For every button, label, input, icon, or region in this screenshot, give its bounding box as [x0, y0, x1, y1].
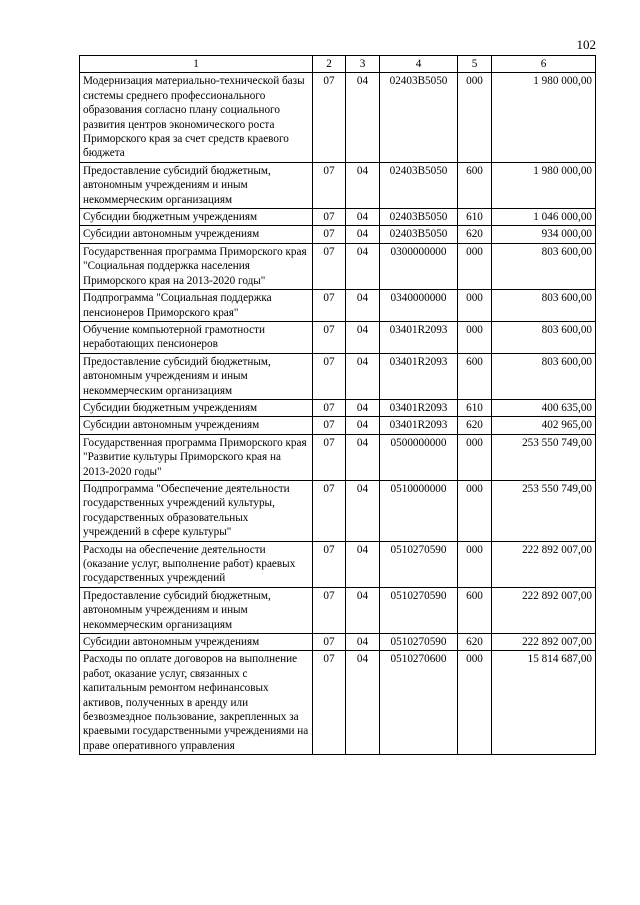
subsection-code-cell: 04	[346, 541, 380, 587]
table-header-row	[80, 56, 596, 73]
page-number: 102	[576, 37, 596, 52]
expense-type-code-cell: 600	[458, 587, 492, 633]
amount-cell: 934 000,00	[492, 226, 596, 243]
subsection-code-cell: 04	[346, 399, 380, 416]
table-row	[80, 353, 596, 399]
subsection-code-cell: 04	[346, 417, 380, 434]
table-row	[80, 290, 596, 322]
expense-name-cell: Расходы по оплате договоров на выполнение работ, оказание услуг, связанных с капитальным ремонтом нефинансовых активов, полученных в аренду или безвозмездное пользование, закрепленных за краевыми государственными учреждениями на праве оперативного управления	[80, 651, 313, 755]
expense-name-cell: Субсидии бюджетным учреждениям	[80, 399, 313, 416]
target-item-code-cell: 02403B5050	[380, 162, 458, 208]
subsection-code-cell: 04	[346, 290, 380, 322]
header-cell: 6	[492, 56, 596, 73]
section-code-cell: 07	[313, 162, 346, 208]
target-item-code-cell: 03401R2093	[380, 399, 458, 416]
amount-cell: 253 550 749,00	[492, 434, 596, 480]
expense-name-cell: Модернизация материально-технической базы системы среднего профессионального образования согласно плану социального развития центров экономического роста Приморского края за счет средств краевого бюджета	[80, 73, 313, 162]
amount-cell: 803 600,00	[492, 321, 596, 353]
section-code-cell: 07	[313, 587, 346, 633]
target-item-code-cell: 0510000000	[380, 480, 458, 541]
amount-cell: 253 550 749,00	[492, 480, 596, 541]
target-item-code-cell: 03401R2093	[380, 321, 458, 353]
subsection-code-cell: 04	[346, 162, 380, 208]
amount-cell: 222 892 007,00	[492, 587, 596, 633]
expense-name-cell: Государственная программа Приморского края "Социальная поддержка населения Приморского края на 2013-2020 годы"	[80, 243, 313, 289]
expense-type-code-cell: 000	[458, 73, 492, 162]
expense-type-code-cell: 000	[458, 541, 492, 587]
expense-name-cell: Подпрограмма "Социальная поддержка пенсионеров Приморского края"	[80, 290, 313, 322]
target-item-code-cell: 03401R2093	[380, 353, 458, 399]
expense-name-cell: Государственная программа Приморского края "Развитие культуры Приморского края на 2013-2020 годы"	[80, 434, 313, 480]
table-row	[80, 399, 596, 416]
section-code-cell: 07	[313, 290, 346, 322]
section-code-cell: 07	[313, 73, 346, 162]
expense-type-code-cell: 000	[458, 434, 492, 480]
expense-name-cell: Предоставление субсидий бюджетным, автономным учреждениям и иным некоммерческим организациям	[80, 162, 313, 208]
subsection-code-cell: 04	[346, 587, 380, 633]
subsection-code-cell: 04	[346, 226, 380, 243]
target-item-code-cell: 02403B5050	[380, 226, 458, 243]
amount-cell: 1 046 000,00	[492, 209, 596, 226]
section-code-cell: 07	[313, 321, 346, 353]
table-row	[80, 434, 596, 480]
table-row	[80, 243, 596, 289]
expense-name-cell: Подпрограмма "Обеспечение деятельности государственных учреждений культуры, государственных образовательных учреждений в сфере культуры"	[80, 480, 313, 541]
target-item-code-cell: 02403B5050	[380, 209, 458, 226]
amount-cell: 1 980 000,00	[492, 162, 596, 208]
table-row	[80, 541, 596, 587]
section-code-cell: 07	[313, 651, 346, 755]
table-row	[80, 321, 596, 353]
expense-type-code-cell: 000	[458, 480, 492, 541]
expense-type-code-cell: 620	[458, 634, 492, 651]
table-row	[80, 480, 596, 541]
subsection-code-cell: 04	[346, 651, 380, 755]
section-code-cell: 07	[313, 399, 346, 416]
table-body	[80, 73, 596, 755]
expense-type-code-cell: 000	[458, 290, 492, 322]
expense-name-cell: Расходы на обеспечение деятельности (оказание услуг, выполнение работ) краевых государственных учреждений	[80, 541, 313, 587]
section-code-cell: 07	[313, 417, 346, 434]
expense-name-cell: Предоставление субсидий бюджетным, автономным учреждениям и иным некоммерческим организациям	[80, 353, 313, 399]
table-row	[80, 226, 596, 243]
table-row	[80, 209, 596, 226]
expense-name-cell: Обучение компьютерной грамотности неработающих пенсионеров	[80, 321, 313, 353]
expense-type-code-cell: 600	[458, 353, 492, 399]
subsection-code-cell: 04	[346, 321, 380, 353]
expense-name-cell: Субсидии автономным учреждениям	[80, 417, 313, 434]
subsection-code-cell: 04	[346, 480, 380, 541]
table-row	[80, 417, 596, 434]
expense-name-cell: Субсидии автономным учреждениям	[80, 634, 313, 651]
amount-cell: 803 600,00	[492, 290, 596, 322]
header-cell: 3	[346, 56, 380, 73]
section-code-cell: 07	[313, 209, 346, 226]
expense-name-cell: Предоставление субсидий бюджетным, автономным учреждениям и иным некоммерческим организациям	[80, 587, 313, 633]
expense-name-cell: Субсидии бюджетным учреждениям	[80, 209, 313, 226]
target-item-code-cell: 02403B5050	[380, 73, 458, 162]
section-code-cell: 07	[313, 480, 346, 541]
target-item-code-cell: 0340000000	[380, 290, 458, 322]
table-row	[80, 587, 596, 633]
subsection-code-cell: 04	[346, 209, 380, 226]
amount-cell: 1 980 000,00	[492, 73, 596, 162]
expense-type-code-cell: 610	[458, 399, 492, 416]
amount-cell: 222 892 007,00	[492, 634, 596, 651]
header-cell: 5	[458, 56, 492, 73]
target-item-code-cell: 03401R2093	[380, 417, 458, 434]
subsection-code-cell: 04	[346, 434, 380, 480]
amount-cell: 402 965,00	[492, 417, 596, 434]
target-item-code-cell: 0510270590	[380, 541, 458, 587]
target-item-code-cell: 0300000000	[380, 243, 458, 289]
expense-type-code-cell: 000	[458, 321, 492, 353]
budget-table	[79, 55, 596, 755]
table-row	[80, 634, 596, 651]
table-row	[80, 162, 596, 208]
header-cell: 1	[80, 56, 313, 73]
expense-type-code-cell: 620	[458, 417, 492, 434]
amount-cell: 803 600,00	[492, 243, 596, 289]
target-item-code-cell: 0500000000	[380, 434, 458, 480]
table-row	[80, 73, 596, 162]
header-cell: 2	[313, 56, 346, 73]
header-cell: 4	[380, 56, 458, 73]
subsection-code-cell: 04	[346, 634, 380, 651]
amount-cell: 222 892 007,00	[492, 541, 596, 587]
expense-type-code-cell: 620	[458, 226, 492, 243]
section-code-cell: 07	[313, 243, 346, 289]
subsection-code-cell: 04	[346, 243, 380, 289]
target-item-code-cell: 0510270590	[380, 634, 458, 651]
section-code-cell: 07	[313, 541, 346, 587]
expense-type-code-cell: 000	[458, 243, 492, 289]
amount-cell: 400 635,00	[492, 399, 596, 416]
expense-type-code-cell: 600	[458, 162, 492, 208]
amount-cell: 15 814 687,00	[492, 651, 596, 755]
section-code-cell: 07	[313, 353, 346, 399]
amount-cell: 803 600,00	[492, 353, 596, 399]
subsection-code-cell: 04	[346, 73, 380, 162]
subsection-code-cell: 04	[346, 353, 380, 399]
section-code-cell: 07	[313, 434, 346, 480]
table-row	[80, 651, 596, 755]
expense-name-cell: Субсидии автономным учреждениям	[80, 226, 313, 243]
target-item-code-cell: 0510270590	[380, 587, 458, 633]
section-code-cell: 07	[313, 226, 346, 243]
expense-type-code-cell: 610	[458, 209, 492, 226]
section-code-cell: 07	[313, 634, 346, 651]
target-item-code-cell: 0510270600	[380, 651, 458, 755]
expense-type-code-cell: 000	[458, 651, 492, 755]
